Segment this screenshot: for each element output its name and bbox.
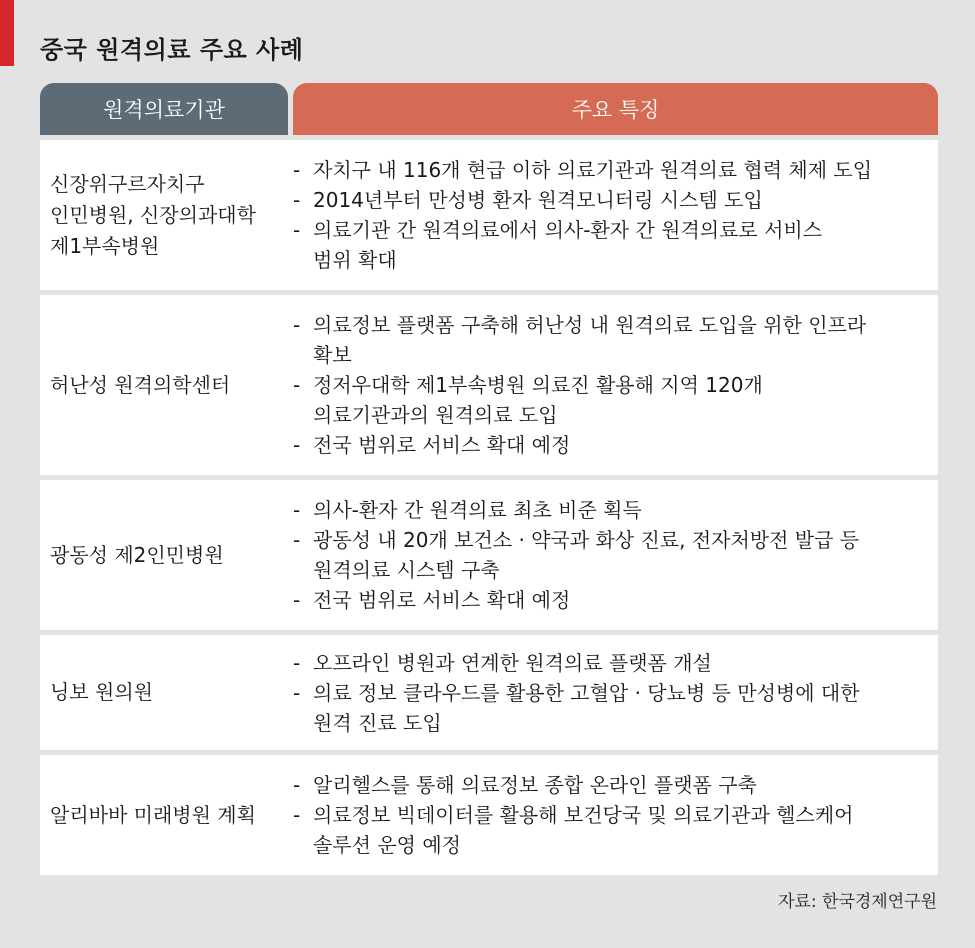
- institution-line: 닝보 원의원: [50, 680, 153, 704]
- bullet-dash: -: [293, 498, 301, 522]
- feature-item: [293, 770, 933, 800]
- source-note: 자료: 한국경제연구원: [778, 892, 937, 912]
- header-features: 주요 특징: [293, 83, 938, 135]
- bullet-dash: -: [293, 188, 301, 212]
- bullet-dash: -: [293, 588, 301, 612]
- bullet-dash: -: [293, 433, 301, 457]
- table-row: [40, 635, 938, 750]
- institution-line: 제1부속병원: [50, 233, 160, 258]
- institution-line: 인민병원, 신장의과대학: [50, 202, 256, 227]
- institution-line: 허난성 원격의학센터: [50, 372, 231, 397]
- bullet-dash: -: [293, 680, 301, 705]
- feature-item: [293, 525, 933, 585]
- feature-text: 알리헬스를 통해 의료정보 종합 온라인 플랫폼 구축: [313, 773, 757, 797]
- feature-item: [293, 585, 933, 615]
- table-row: [40, 755, 938, 875]
- feature-item: [293, 430, 933, 460]
- institution-name: [50, 635, 290, 750]
- table-row: [40, 295, 938, 475]
- feature-item: [293, 678, 933, 738]
- table-row: [40, 140, 938, 290]
- feature-text: 오프라인 병원과 연계한 원격의료 플랫폼 개설: [313, 650, 712, 675]
- bullet-dash: -: [293, 773, 301, 797]
- feature-item: [293, 215, 933, 275]
- feature-item: [293, 495, 933, 525]
- feature-list: [293, 635, 933, 750]
- feature-list: [293, 480, 933, 630]
- bullet-dash: -: [293, 373, 301, 397]
- feature-text: 의료 정보 클라우드를 활용한 고혈압 · 당뇨병 등 만성병에 대한 원격 진료 도입: [313, 680, 860, 735]
- feature-text: 의료기관 간 원격의료에서 의사-환자 간 원격의료로 서비스 범위 확대: [313, 218, 823, 272]
- feature-text: 광동성 내 20개 보건소 · 약국과 화상 진료, 전자처방전 발급 등 원격의료 시스템 구축: [313, 528, 860, 582]
- feature-list: [293, 295, 933, 475]
- page-title: 중국 원격의료 주요 사례: [40, 36, 304, 64]
- feature-item: [293, 310, 933, 370]
- header-institution: 원격의료기관: [40, 83, 288, 135]
- feature-text: 2014년부터 만성병 환자 원격모니터링 시스템 도입: [313, 188, 763, 212]
- feature-item: [293, 648, 933, 678]
- feature-text: 의료정보 빅데이터를 활용해 보건당국 및 의료기관과 헬스케어 솔루션 운영 예정: [313, 803, 854, 857]
- feature-text: 의료정보 플랫폼 구축해 허난성 내 원격의료 도입을 위한 인프라 확보: [313, 313, 867, 367]
- bullet-dash: -: [293, 158, 301, 182]
- institution-name: [50, 480, 290, 630]
- institution-name: [50, 755, 290, 875]
- feature-item: [293, 800, 933, 860]
- institution-line: 알리바바 미래병원 계획: [50, 802, 256, 827]
- feature-item: [293, 185, 933, 215]
- feature-text: 전국 범위로 서비스 확대 예정: [313, 588, 571, 612]
- bullet-dash: -: [293, 803, 301, 827]
- feature-list: [293, 755, 933, 875]
- institution-line: 신장위구르자치구: [50, 171, 205, 196]
- bullet-dash: -: [293, 218, 301, 242]
- institution-name: [50, 140, 290, 290]
- feature-text: 의사-환자 간 원격의료 최초 비준 획득: [313, 498, 642, 522]
- feature-item: [293, 155, 933, 185]
- bullet-dash: -: [293, 313, 301, 337]
- feature-text: 전국 범위로 서비스 확대 예정: [313, 433, 571, 457]
- institution-name: [50, 295, 290, 475]
- feature-text: 자치구 내 116개 현급 이하 의료기관과 원격의료 협력 체제 도입: [313, 158, 873, 182]
- feature-list: [293, 140, 933, 290]
- bullet-dash: -: [293, 650, 301, 675]
- bullet-dash: -: [293, 528, 301, 552]
- feature-item: [293, 370, 933, 430]
- feature-text: 정저우대학 제1부속병원 의료진 활용해 지역 120개 의료기관과의 원격의료 도입: [313, 373, 763, 427]
- accent-bar: [0, 0, 14, 66]
- institution-line: 광동성 제2인민병원: [50, 542, 224, 567]
- table-row: [40, 480, 938, 630]
